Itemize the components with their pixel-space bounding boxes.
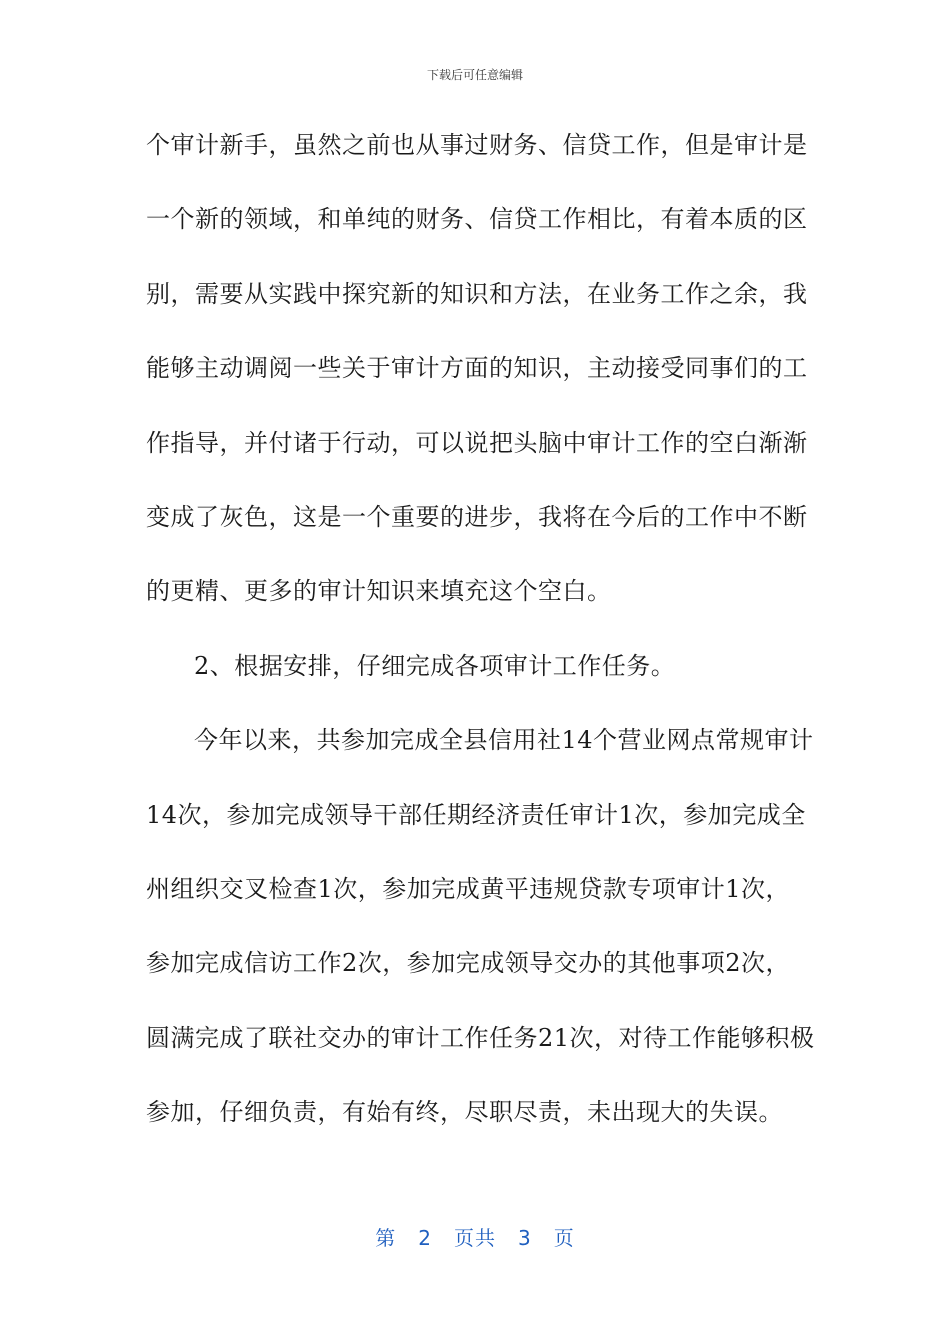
body-line: 能够主动调阅一些关于审计方面的知识，主动接受同事们的工 bbox=[146, 354, 808, 383]
body-line: 14次，参加完成领导干部任期经济责任审计1次，参加完成全 bbox=[146, 800, 806, 829]
footer-total-pages: 3 bbox=[518, 1226, 532, 1250]
footer-current-page: 2 bbox=[418, 1226, 432, 1250]
body-line: 作指导，并付诸于行动，可以说把头脑中审计工作的空白渐渐 bbox=[146, 428, 808, 457]
document-body bbox=[146, 108, 815, 1149]
body-line: 别，需要从实践中探究新的知识和方法，在业务工作之余，我 bbox=[146, 279, 808, 308]
body-line: 的更精、更多的审计知识来填充这个空白。 bbox=[146, 577, 612, 606]
footer-suffix: 页 bbox=[553, 1226, 575, 1250]
body-line: 参加完成信访工作2次，参加完成领导交办的其他事项2次， bbox=[146, 949, 791, 978]
body-line: 圆满完成了联社交办的审计工作任务21次，对待工作能够积极 bbox=[146, 1023, 815, 1052]
body-line: 个审计新手，虽然之前也从事过财务、信贷工作，但是审计是 bbox=[146, 131, 808, 159]
header-note: 下载后可任意编辑 bbox=[426, 68, 523, 82]
footer-middle: 页共 bbox=[454, 1226, 496, 1250]
footer-prefix: 第 bbox=[375, 1226, 397, 1250]
body-line: 参加，仔细负责，有始有终，尽职尽责，未出现大的失误。 bbox=[146, 1098, 783, 1127]
page-footer bbox=[0, 1222, 950, 1251]
paragraph-start-line: 今年以来，共参加完成全县信用社14个营业网点常规审计 bbox=[194, 726, 814, 755]
body-line: 变成了灰色，这是一个重要的进步，我将在今后的工作中不断 bbox=[146, 502, 808, 531]
section-heading: 2、根据安排，仔细完成各项审计工作任务。 bbox=[194, 651, 676, 680]
body-line: 州组织交叉检查1次，参加完成黄平违规贷款专项审计1次， bbox=[146, 874, 791, 903]
body-line: 一个新的领域，和单纯的财务、信贷工作相比，有着本质的区 bbox=[146, 205, 808, 234]
